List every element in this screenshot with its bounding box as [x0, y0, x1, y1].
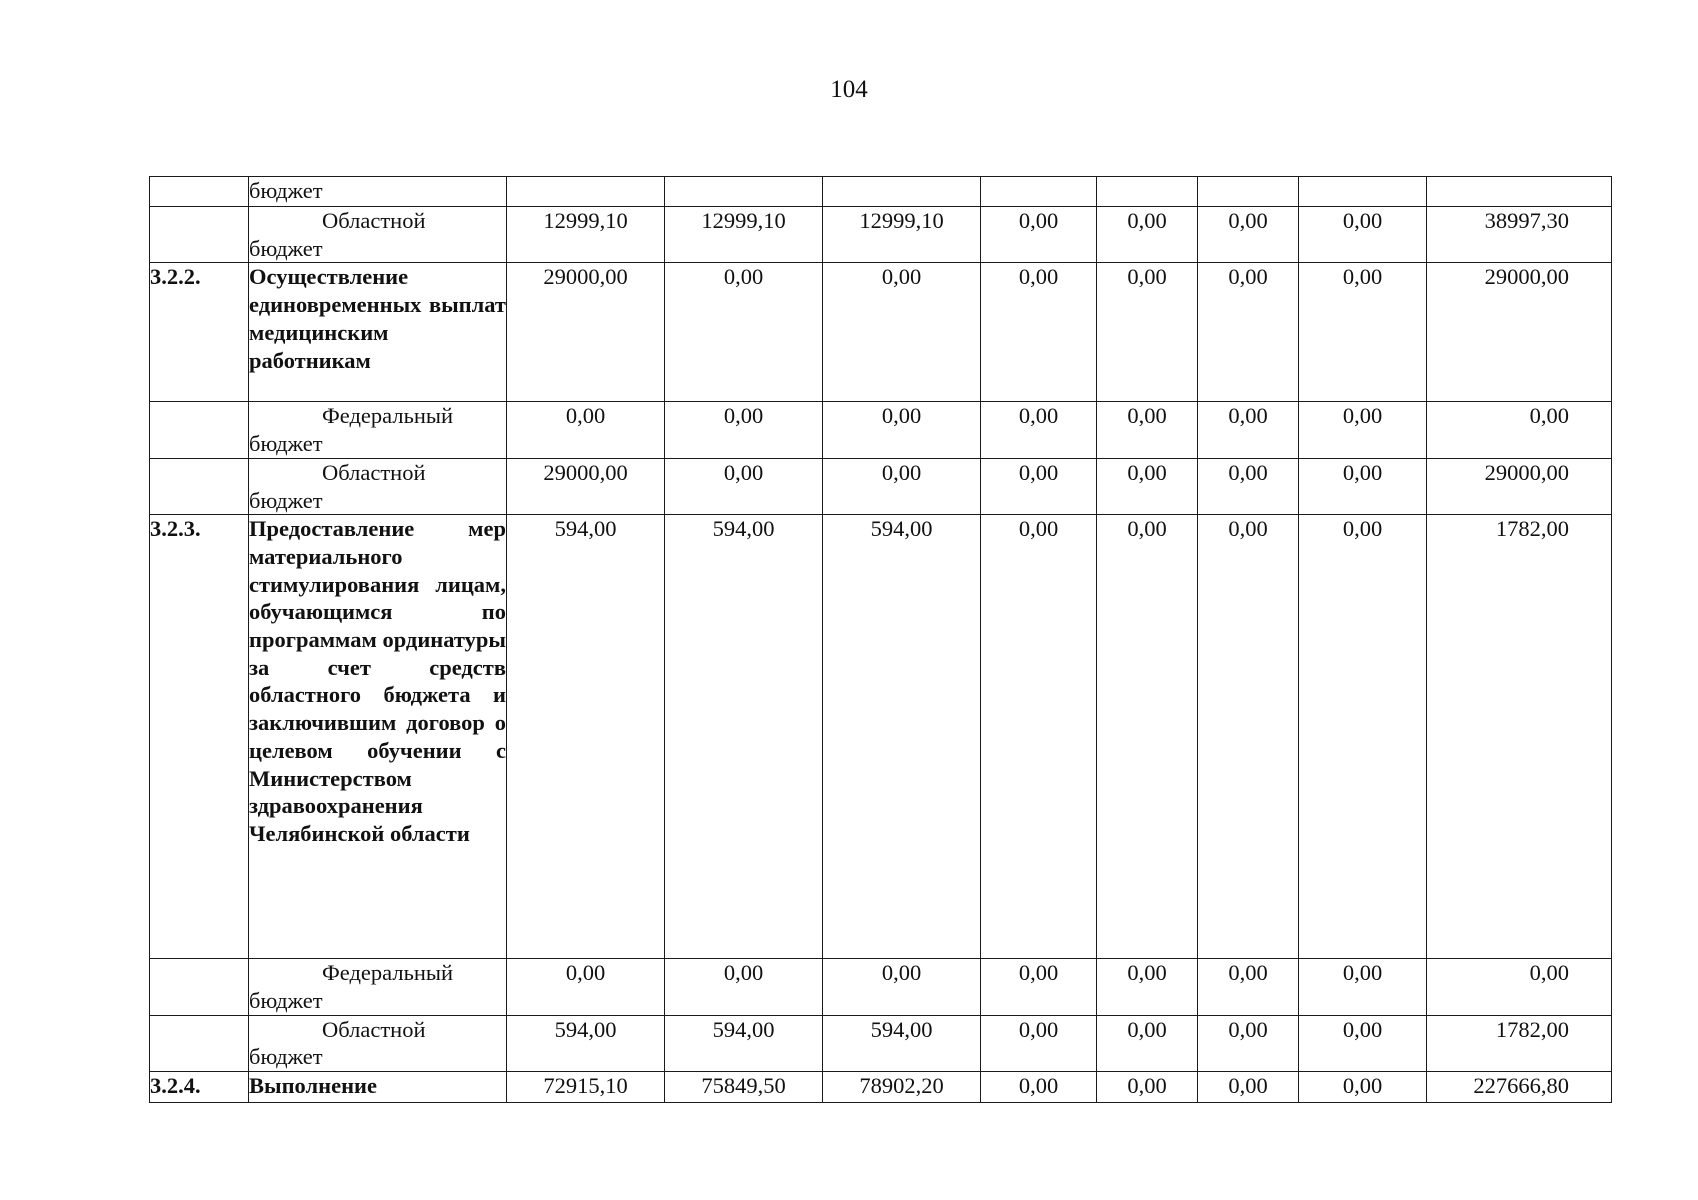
total-value: 29000,00: [1427, 458, 1612, 514]
budget-source-word: бюджет: [249, 487, 323, 513]
page-number: 104: [830, 76, 868, 103]
amount-value: 0,00: [1299, 458, 1427, 514]
total-value: 227666,80: [1427, 1072, 1612, 1103]
table-row: [150, 515, 1612, 959]
amount-value: 0,00: [1198, 402, 1299, 458]
amount-value: 0,00: [1097, 402, 1198, 458]
item-name: Предоставление мер материального стимулирования лицам, обучающимся по программам ординатуры за счет средств областного бюджета и заключившим договор о целевом обучении с Министерством здравоохранения Челябинской области: [249, 515, 507, 959]
budget-source-type: Федеральный: [322, 403, 454, 429]
amount-value: 594,00: [507, 1015, 665, 1071]
row-code: [150, 458, 249, 514]
amount-value: 0,00: [1198, 1072, 1299, 1103]
amount-value: 0,00: [1198, 959, 1299, 1015]
amount-value: 72915,10: [507, 1072, 665, 1103]
amount-value: 0,00: [1097, 959, 1198, 1015]
table-row: [150, 177, 1612, 207]
table-row: [150, 959, 1612, 1015]
row-code: 3.2.3.: [150, 515, 249, 959]
budget-source: [249, 207, 507, 263]
budget-source: [249, 1015, 507, 1071]
amount-value: 594,00: [507, 515, 665, 959]
amount-value: 29000,00: [507, 263, 665, 402]
amount-value: 0,00: [981, 207, 1097, 263]
budget-source: [249, 177, 507, 207]
amount-value: [507, 177, 665, 207]
amount-value: 0,00: [1097, 263, 1198, 402]
amount-value: 594,00: [823, 515, 981, 959]
amount-value: 594,00: [665, 515, 823, 959]
amount-value: 0,00: [1299, 402, 1427, 458]
table-row: [150, 263, 1612, 402]
total-value: 38997,30: [1427, 207, 1612, 263]
amount-value: 29000,00: [507, 458, 665, 514]
amount-value: [665, 177, 823, 207]
total-value: 0,00: [1427, 402, 1612, 458]
item-name: Осуществление единовременных выплат медицинским работникам: [249, 263, 507, 402]
row-code: 3.2.2.: [150, 263, 249, 402]
amount-value: 0,00: [1299, 263, 1427, 402]
amount-value: 0,00: [507, 402, 665, 458]
amount-value: 0,00: [665, 458, 823, 514]
budget-source: [249, 959, 507, 1015]
amount-value: 0,00: [665, 402, 823, 458]
amount-value: [1198, 177, 1299, 207]
amount-value: 12999,10: [665, 207, 823, 263]
table-row: [150, 1015, 1612, 1071]
amount-value: [823, 177, 981, 207]
amount-value: 0,00: [1097, 207, 1198, 263]
budget-table: [149, 176, 1612, 1103]
amount-value: 0,00: [1097, 515, 1198, 959]
amount-value: 0,00: [1299, 1072, 1427, 1103]
budget-source-type: Федеральный: [322, 960, 454, 986]
amount-value: 0,00: [981, 263, 1097, 402]
row-code: [150, 1015, 249, 1071]
amount-value: 594,00: [665, 1015, 823, 1071]
amount-value: 0,00: [981, 959, 1097, 1015]
budget-source-type: Областной: [322, 459, 426, 485]
amount-value: 0,00: [981, 515, 1097, 959]
amount-value: 0,00: [981, 402, 1097, 458]
amount-value: 0,00: [1299, 515, 1427, 959]
row-code: [150, 207, 249, 263]
amount-value: 0,00: [1299, 959, 1427, 1015]
amount-value: 0,00: [1299, 207, 1427, 263]
amount-value: 0,00: [1097, 1072, 1198, 1103]
budget-source-word: бюджет: [249, 431, 323, 457]
row-code: [150, 402, 249, 458]
total-value: 1782,00: [1427, 1015, 1612, 1071]
amount-value: [1097, 177, 1198, 207]
amount-value: 12999,10: [823, 207, 981, 263]
amount-value: 0,00: [1299, 1015, 1427, 1071]
amount-value: 0,00: [665, 959, 823, 1015]
amount-value: [981, 177, 1097, 207]
amount-value: 0,00: [1198, 207, 1299, 263]
row-code: 3.2.4.: [150, 1072, 249, 1103]
amount-value: 12999,10: [507, 207, 665, 263]
amount-value: 78902,20: [823, 1072, 981, 1103]
table-row: [150, 207, 1612, 263]
amount-value: 0,00: [981, 1072, 1097, 1103]
total-value: 1782,00: [1427, 515, 1612, 959]
budget-source: [249, 402, 507, 458]
total-value: 29000,00: [1427, 263, 1612, 402]
amount-value: 0,00: [1198, 1015, 1299, 1071]
amount-value: 0,00: [1198, 263, 1299, 402]
amount-value: 0,00: [823, 263, 981, 402]
amount-value: 594,00: [823, 1015, 981, 1071]
amount-value: 0,00: [823, 402, 981, 458]
amount-value: 0,00: [1198, 458, 1299, 514]
amount-value: 0,00: [1198, 515, 1299, 959]
row-code: [150, 177, 249, 207]
amount-value: [1299, 177, 1427, 207]
amount-value: 0,00: [665, 263, 823, 402]
budget-source-type: Областной: [322, 1016, 426, 1042]
amount-value: 0,00: [981, 1015, 1097, 1071]
amount-value: 0,00: [1097, 1015, 1198, 1071]
amount-value: 0,00: [507, 959, 665, 1015]
amount-value: 75849,50: [665, 1072, 823, 1103]
budget-source-word: бюджет: [249, 987, 323, 1013]
table-row: [150, 1072, 1612, 1103]
table-body: [150, 177, 1612, 1103]
budget-source-word: бюджет: [249, 1044, 323, 1070]
item-name: Выполнение: [249, 1072, 507, 1103]
amount-value: 0,00: [1097, 458, 1198, 514]
amount-value: 0,00: [823, 458, 981, 514]
table-row: [150, 402, 1612, 458]
row-code: [150, 959, 249, 1015]
budget-source-word: бюджет: [249, 235, 323, 261]
table-row: [150, 458, 1612, 514]
budget-source-type: Областной: [322, 208, 426, 233]
amount-value: 0,00: [823, 959, 981, 1015]
budget-source: [249, 458, 507, 514]
total-value: [1427, 177, 1612, 207]
total-value: 0,00: [1427, 959, 1612, 1015]
budget-source-word: бюджет: [249, 178, 323, 203]
amount-value: 0,00: [981, 458, 1097, 514]
